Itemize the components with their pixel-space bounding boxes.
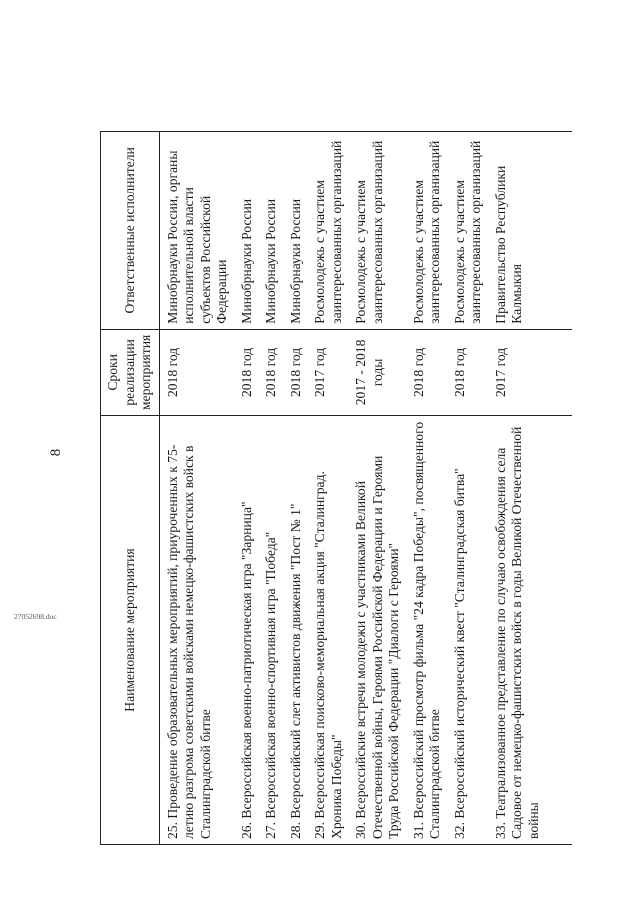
cell-term: 2018 год xyxy=(159,329,237,415)
cell-responsible: Минобрнауки России, органы исполнительной власти субъектов Российской Федерации xyxy=(159,132,237,330)
cell-responsible: Росмолодежь с участием заинтересованных организаций xyxy=(310,132,351,330)
table-row xyxy=(310,132,351,845)
cell-name: 32. Всероссийский исторический квест "Сталинградская битва" xyxy=(450,416,491,845)
header-responsible: Ответственные исполнители xyxy=(101,132,160,330)
events-table xyxy=(100,131,572,845)
cell-name: 33. Театрализованное представление по случаю освобождения села Садовое от немецко-фашистских войск в годы Великой Отечественной войны xyxy=(491,416,573,845)
cell-name: 31. Всероссийский просмотр фильма "24 кадра Победы", посвященного Сталинградской битве xyxy=(409,416,450,845)
cell-responsible: Правительство Республики Калмыкия xyxy=(491,132,573,330)
table-row xyxy=(286,132,311,845)
table-header-row xyxy=(101,132,160,845)
table-row xyxy=(491,132,573,845)
header-term: Сроки реализации мероприятия xyxy=(101,329,160,415)
cell-term: 2018 год xyxy=(261,329,286,415)
table-row xyxy=(351,132,409,845)
cell-responsible: Минобрнауки России xyxy=(237,132,262,330)
cell-name: 28. Всероссийский слет активистов движения "Пост № 1" xyxy=(286,416,311,845)
cell-name: 26. Всероссийская военно-патриотическая игра "Зарница" xyxy=(237,416,262,845)
cell-term: 2017 - 2018 годы xyxy=(351,329,409,415)
cell-term: 2018 год xyxy=(237,329,262,415)
page-number: 8 xyxy=(48,448,64,457)
table-body xyxy=(159,132,572,845)
cell-name: 30. Всероссийские встречи молодежи с участниками Великой Отечественной войны, Героями Российской Федерации и Героями Труда Российской Федерации "Диалоги с Героями" xyxy=(351,416,409,845)
cell-term: 2018 год xyxy=(286,329,311,415)
table-row xyxy=(261,132,286,845)
table-row xyxy=(237,132,262,845)
table-row xyxy=(450,132,491,845)
cell-term: 2018 год xyxy=(409,329,450,415)
cell-responsible: Росмолодежь с участием заинтересованных организаций xyxy=(409,132,450,330)
cell-name: 29. Всероссийская поисково-мемориальная акция "Сталинград. Хроника Победы" xyxy=(310,416,351,845)
cell-responsible: Росмолодежь с участием заинтересованных организаций xyxy=(351,132,409,330)
cell-term: 2017 год xyxy=(310,329,351,415)
table-row xyxy=(409,132,450,845)
footer-code: 27052698.doc xyxy=(14,612,57,621)
cell-name: 25. Проведение образовательных мероприятий, приуроченных к 75-летию разгрома советскими войсками немецко-фашистских войск в Сталинградской битве xyxy=(159,416,237,845)
cell-name: 27. Всероссийская военно-спортивная игра "Победа" xyxy=(261,416,286,845)
cell-responsible: Минобрнауки России xyxy=(286,132,311,330)
table-row xyxy=(159,132,237,845)
cell-responsible: Росмолодежь с участием заинтересованных организаций xyxy=(450,132,491,330)
cell-responsible: Минобрнауки России xyxy=(261,132,286,330)
cell-term: 2017 год xyxy=(491,329,573,415)
header-name: Наименование мероприятия xyxy=(101,416,160,845)
cell-term: 2018 год xyxy=(450,329,491,415)
